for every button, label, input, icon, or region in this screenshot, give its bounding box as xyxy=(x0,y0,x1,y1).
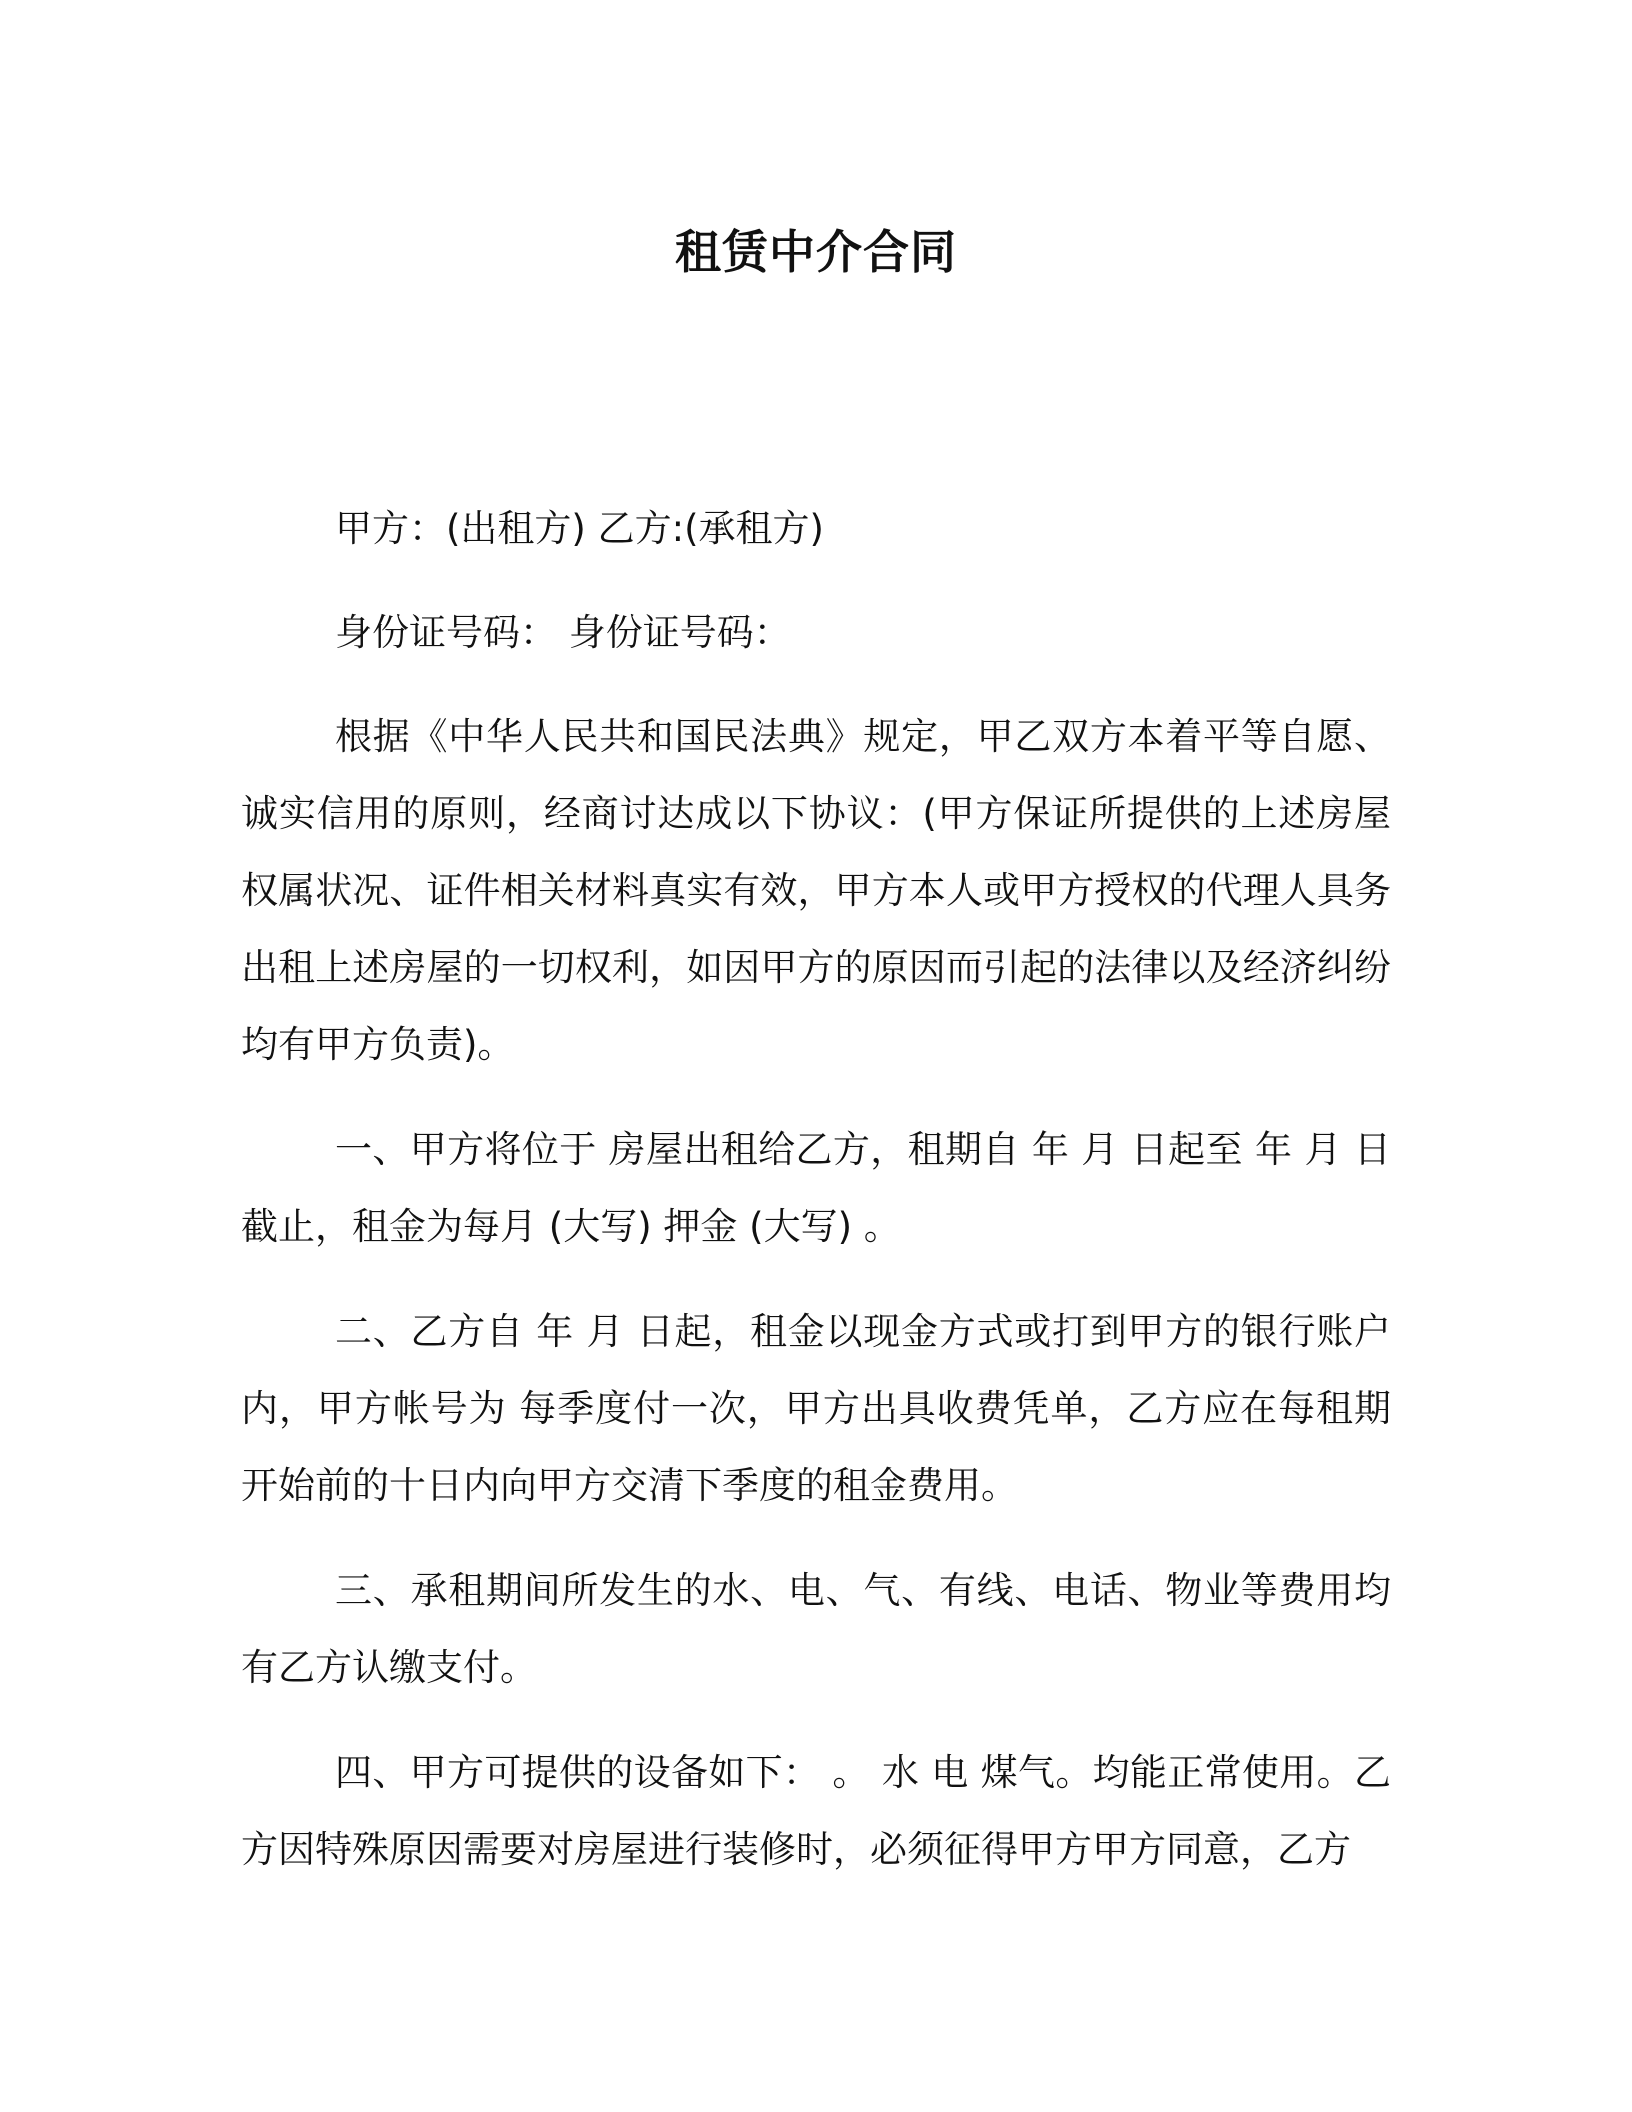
clause-1-paragraph: 一、甲方将位于 房屋出租给乙方，租期自 年 月 日起至 年 月 日截止，租金为每月 (大写) 押金 (大写) 。 xyxy=(241,1128,1391,1248)
clause-3-paragraph: 三、承租期间所发生的水、电、气、有线、电话、物业等费用均有乙方认缴支付。 xyxy=(241,1569,1391,1689)
document-body xyxy=(241,490,1391,1888)
party-line: 甲方：(出租方) 乙方:(承租方) xyxy=(335,507,824,550)
preamble-paragraph: 根据《中华人民共和国民法典》规定，甲乙双方本着平等自愿、诚实信用的原则，经商讨达成以下协议：(甲方保证所提供的上述房屋权属状况、证件相关材料真实有效，甲方本人或甲方授权的代理人具务出租上述房屋的一切权利，如因甲方的原因而引起的法律以及经济纠纷均有甲方负责)。 xyxy=(241,715,1391,1066)
clause-2-paragraph: 二、乙方自 年 月 日起，租金以现金方式或打到甲方的银行账户内，甲方帐号为 每季度付一次，甲方出具收费凭单，乙方应在每租期开始前的十日内向甲方交清下季度的租金费用。 xyxy=(241,1310,1391,1507)
id-number-line: 身份证号码： 身份证号码： xyxy=(335,611,791,654)
clause-4-paragraph: 四、甲方可提供的设备如下： 。 水 电 煤气。均能正常使用。乙方因特殊原因需要对房屋进行装修时，必须征得甲方甲方同意，乙方 xyxy=(241,1751,1391,1871)
document-title: 租赁中介合同 xyxy=(675,225,957,279)
